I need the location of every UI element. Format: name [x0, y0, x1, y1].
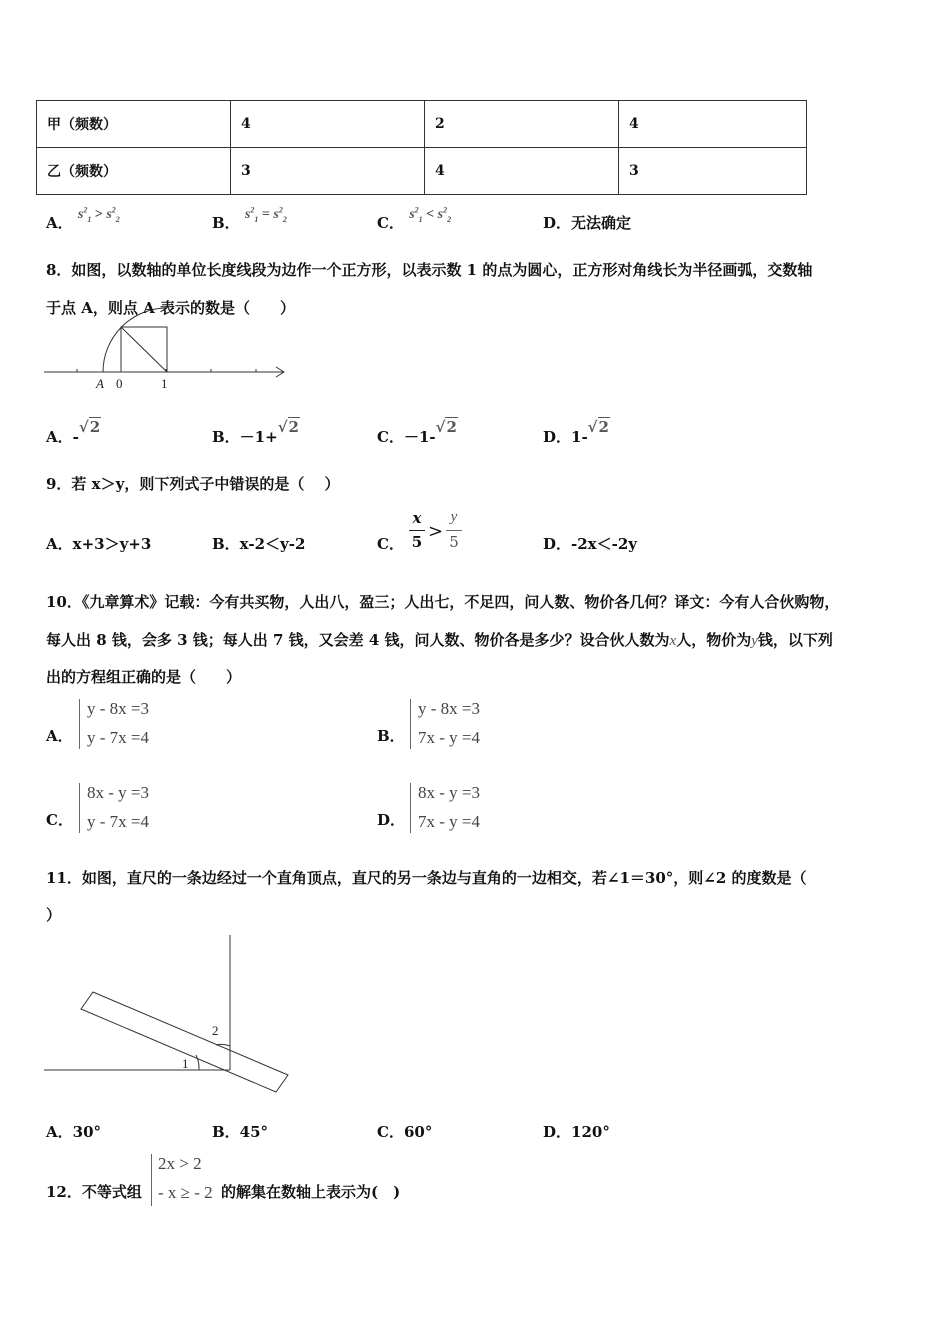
system-eq1: y - 8x =3 [87, 699, 149, 718]
table-cell: 3 [619, 148, 807, 195]
q11-option-d[interactable]: D．120° [543, 1123, 610, 1141]
q8-option-c[interactable] [377, 418, 458, 447]
q8-option-b[interactable] [212, 418, 300, 447]
q11-stem-line2: ） [46, 906, 62, 924]
table-cell: 4 [425, 148, 619, 195]
table-cell: 2 [425, 101, 619, 148]
variance-inequality: $s^2_1 < s^2_2$ [409, 205, 452, 224]
system-eq2: - x ≥ - 2 [158, 1183, 213, 1202]
table-cell: 甲（频数） [37, 101, 231, 148]
q11-option-a[interactable]: A．30° [46, 1123, 102, 1141]
q10-option-d[interactable]: D． [377, 811, 406, 829]
q9-fraction-comparison [406, 509, 466, 555]
angle-1-label: 1 [182, 1056, 189, 1071]
fraction-denominator: 5 [449, 533, 459, 551]
variance-equality: $s^2_1 = s^2_2$ [244, 205, 287, 224]
system-brace [79, 783, 86, 833]
option-label: C． [377, 535, 404, 553]
system-eq2: y - 7x =4 [87, 728, 149, 747]
system-brace [410, 699, 417, 749]
system-eq2: y - 7x =4 [87, 812, 149, 831]
angle-2-label: 2 [212, 1023, 219, 1038]
system-eq2: 7x - y =4 [418, 728, 480, 747]
q9-stem: 9．若 x＞y，则下列式子中错误的是（ ） [46, 475, 340, 493]
system-brace [79, 699, 86, 749]
q9-option-d[interactable]: D．-2x＜-2y [543, 535, 637, 553]
one-label: 1 [161, 376, 168, 391]
q11-option-c[interactable]: C．60° [377, 1123, 433, 1141]
system-eq1: 2x > 2 [158, 1154, 202, 1173]
q9-option-b[interactable]: B．x-2＜y-2 [212, 535, 306, 553]
option-label: A．- [46, 428, 79, 446]
q10-option-c[interactable]: C． [46, 811, 73, 829]
table-cell: 4 [231, 101, 425, 148]
q8-option-d[interactable] [543, 418, 610, 447]
q11-option-b[interactable]: B．45° [212, 1123, 269, 1141]
q7-option-a[interactable] [46, 205, 120, 234]
table-row [37, 148, 807, 195]
sqrt-expression: √2 [78, 418, 101, 436]
option-label: D．1- [543, 428, 588, 446]
table-cell: 乙（频数） [37, 148, 231, 195]
q12-stem-suffix: 的解集在数轴上表示为( ) [221, 1183, 401, 1201]
q7-option-c[interactable] [377, 205, 452, 234]
q12-stem-prefix: 12．不等式组 [46, 1183, 142, 1201]
fraction-numerator: x [412, 509, 422, 527]
fraction-numerator: y [450, 509, 458, 525]
system-brace [410, 783, 417, 833]
q11-stem-line1: 11．如图，直尺的一条边经过一个直角顶点，直尺的另一条边与直角的一边相交，若∠1＝30°，则∠2 的度数是（ [46, 869, 807, 887]
table-cell: 4 [619, 101, 807, 148]
system-brace [151, 1154, 158, 1206]
q10-option-a[interactable]: A． [46, 727, 73, 745]
fraction-denominator: 5 [411, 533, 423, 551]
q8-stem-line2: 于点 A，则点 A 表示的数是（ ） [46, 299, 295, 317]
table-row [37, 101, 807, 148]
q10-stem-line2: 每人出 8 钱，会多 3 钱；每人出 7 钱，又会差 4 钱，问人数、物价各是多少？设合伙人数为x人，物价为y钱，以下列 [46, 631, 833, 649]
q10-option-b[interactable]: B． [377, 727, 405, 745]
q10-stem-line3: 出的方程组正确的是（ ） [46, 668, 242, 686]
table-cell: 3 [231, 148, 425, 195]
option-label: B． [212, 214, 240, 232]
q8-option-a[interactable] [46, 418, 101, 447]
variance-inequality: $s^2_1 > s^2_2$ [77, 205, 120, 224]
q10-stem-line1: 10．《九章算术》记载：今有共买物，人出八，盈三；人出七，不足四，问人数、物价各几何？译文：今有人合伙购物， [46, 593, 840, 611]
zero-label: 0 [116, 376, 123, 391]
number-line-figure [44, 322, 289, 392]
system-eq1: 8x - y =3 [418, 783, 480, 802]
sqrt-expression: √2 [435, 418, 457, 436]
system-eq1: 8x - y =3 [87, 783, 149, 802]
option-label: B．－1+ [212, 428, 278, 446]
q9-option-c[interactable] [377, 533, 404, 554]
q7-option-d[interactable]: D．无法确定 [543, 214, 632, 232]
system-eq1: y - 8x =3 [418, 699, 480, 718]
q8-stem-line1: 8．如图，以数轴的单位长度线段为边作一个正方形，以表示数 1 的点为圆心，正方形对角线长为半径画弧，交数轴 [46, 261, 813, 279]
ruler-angle-figure [44, 930, 294, 1075]
option-label: C．－1- [377, 428, 436, 446]
option-label: C． [377, 214, 404, 232]
relation-symbol: > [428, 521, 444, 542]
system-eq2: 7x - y =4 [418, 812, 480, 831]
sqrt-expression: √2 [587, 418, 609, 436]
frequency-table [36, 100, 807, 195]
q9-option-a[interactable]: A．x+3＞y+3 [46, 535, 152, 553]
q7-option-b[interactable] [212, 205, 287, 234]
sqrt-expression: √2 [277, 418, 299, 436]
option-label: A． [46, 214, 73, 232]
point-a-label: A [96, 376, 104, 391]
